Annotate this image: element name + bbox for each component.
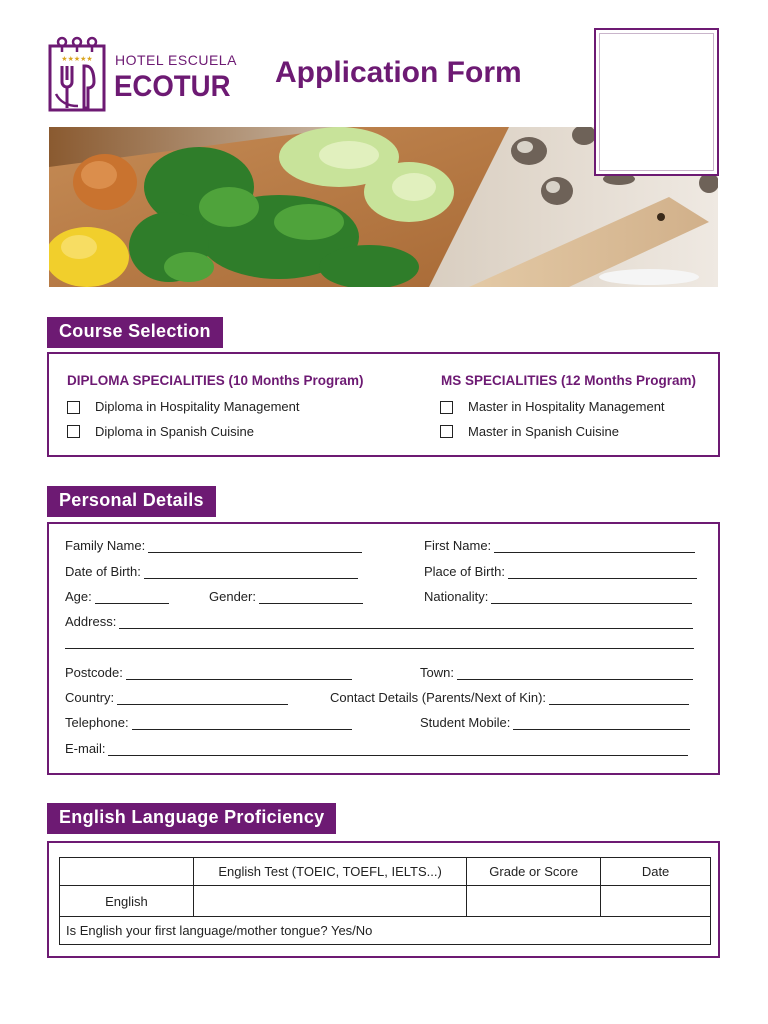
- dob-field[interactable]: [65, 564, 358, 579]
- student-mobile-field[interactable]: [420, 715, 690, 730]
- course-selection-box: [47, 352, 720, 457]
- family-name-field[interactable]: [65, 538, 362, 553]
- personal-details-heading: Personal Details: [47, 486, 216, 517]
- nationality-label: Nationality:: [424, 589, 489, 604]
- table-row: [60, 917, 711, 945]
- photo-placeholder[interactable]: [594, 28, 719, 176]
- logo-wordmark: ECOTUR: [114, 70, 231, 103]
- table-header-test: English Test (TOEIC, TOEFL, IELTS...): [193, 858, 467, 886]
- email-field[interactable]: [65, 741, 688, 756]
- pob-label: Place of Birth:: [424, 564, 505, 579]
- svg-text:★★★★★: ★★★★★: [61, 56, 93, 63]
- student-mobile-label: Student Mobile:: [420, 715, 511, 730]
- town-line: [457, 669, 693, 680]
- personal-details-box: [47, 522, 720, 775]
- table-row: [60, 886, 711, 917]
- first-name-line: [494, 542, 695, 553]
- town-field[interactable]: [420, 665, 693, 680]
- contact-details-line: [549, 694, 689, 705]
- test-cell[interactable]: [193, 886, 467, 917]
- country-label: Country:: [65, 690, 115, 705]
- email-line: [108, 745, 688, 756]
- address-line: [119, 618, 693, 629]
- gender-field[interactable]: [209, 589, 363, 604]
- pob-field[interactable]: [424, 564, 697, 579]
- country-field[interactable]: [65, 690, 288, 705]
- table-header-grade: Grade or Score: [467, 858, 601, 886]
- english-proficiency-heading: English Language Proficiency: [47, 803, 336, 834]
- address-line-2-line: [65, 638, 694, 649]
- table-header-empty: [60, 858, 194, 886]
- english-proficiency-table: [59, 857, 711, 945]
- postcode-line: [126, 669, 352, 680]
- master-hospitality-checkbox[interactable]: [440, 401, 453, 414]
- dob-label: Date of Birth:: [65, 564, 141, 579]
- student-mobile-line: [513, 719, 690, 730]
- telephone-label: Telephone:: [65, 715, 129, 730]
- first-language-question[interactable]: Is English your first language/mother tongue? Yes/No: [60, 917, 711, 945]
- grade-cell[interactable]: [467, 886, 601, 917]
- table-header-row: [60, 858, 711, 886]
- town-label: Town:: [420, 665, 454, 680]
- table-header-date: Date: [601, 858, 711, 886]
- gender-label: Gender:: [209, 589, 256, 604]
- date-cell[interactable]: [601, 886, 711, 917]
- page-title: Application Form: [275, 56, 522, 89]
- nationality-field[interactable]: [424, 589, 692, 604]
- country-line: [117, 694, 288, 705]
- master-cuisine-label: Master in Spanish Cuisine: [468, 424, 620, 439]
- diploma-cuisine-label: Diploma in Spanish Cuisine: [95, 424, 254, 439]
- age-label: Age:: [65, 589, 92, 604]
- diploma-hospitality-label: Diploma in Hospitality Management: [95, 399, 300, 414]
- address-field[interactable]: [65, 614, 693, 629]
- hotel-logo: [48, 34, 237, 112]
- gender-line: [259, 593, 363, 604]
- family-name-label: Family Name:: [65, 538, 146, 553]
- photo-frame: [599, 33, 714, 171]
- age-field[interactable]: [65, 589, 169, 604]
- contact-details-label: Contact Details (Parents/Next of Kin):: [330, 690, 547, 705]
- ms-specialities-title: MS SPECIALITIES (12 Months Program): [441, 373, 697, 388]
- age-line: [95, 593, 169, 604]
- family-name-line: [148, 542, 362, 553]
- address-line-2[interactable]: [65, 638, 694, 649]
- contact-details-field[interactable]: [330, 690, 689, 705]
- master-cuisine-checkbox[interactable]: [440, 425, 453, 438]
- diploma-hospitality-checkbox[interactable]: [67, 401, 80, 414]
- course-selection-heading: Course Selection: [47, 317, 223, 348]
- diploma-specialities-title: DIPLOMA SPECIALITIES (10 Months Program): [67, 373, 364, 388]
- address-label: Address:: [65, 614, 117, 629]
- table-row-label: English: [60, 886, 194, 917]
- logo-subtitle: HOTEL ESCUELA: [115, 52, 237, 68]
- first-name-field[interactable]: [424, 538, 695, 553]
- postcode-field[interactable]: [65, 665, 352, 680]
- pob-line: [508, 568, 697, 579]
- english-proficiency-box: [47, 841, 720, 958]
- first-name-label: First Name:: [424, 538, 492, 553]
- postcode-label: Postcode:: [65, 665, 123, 680]
- email-label: E-mail:: [65, 741, 106, 756]
- diploma-cuisine-checkbox[interactable]: [67, 425, 80, 438]
- dob-line: [144, 568, 358, 579]
- telephone-line: [132, 719, 352, 730]
- fork-knife-notebook-icon: [48, 34, 108, 112]
- telephone-field[interactable]: [65, 715, 352, 730]
- master-hospitality-label: Master in Hospitality Management: [468, 399, 665, 414]
- nationality-line: [491, 593, 692, 604]
